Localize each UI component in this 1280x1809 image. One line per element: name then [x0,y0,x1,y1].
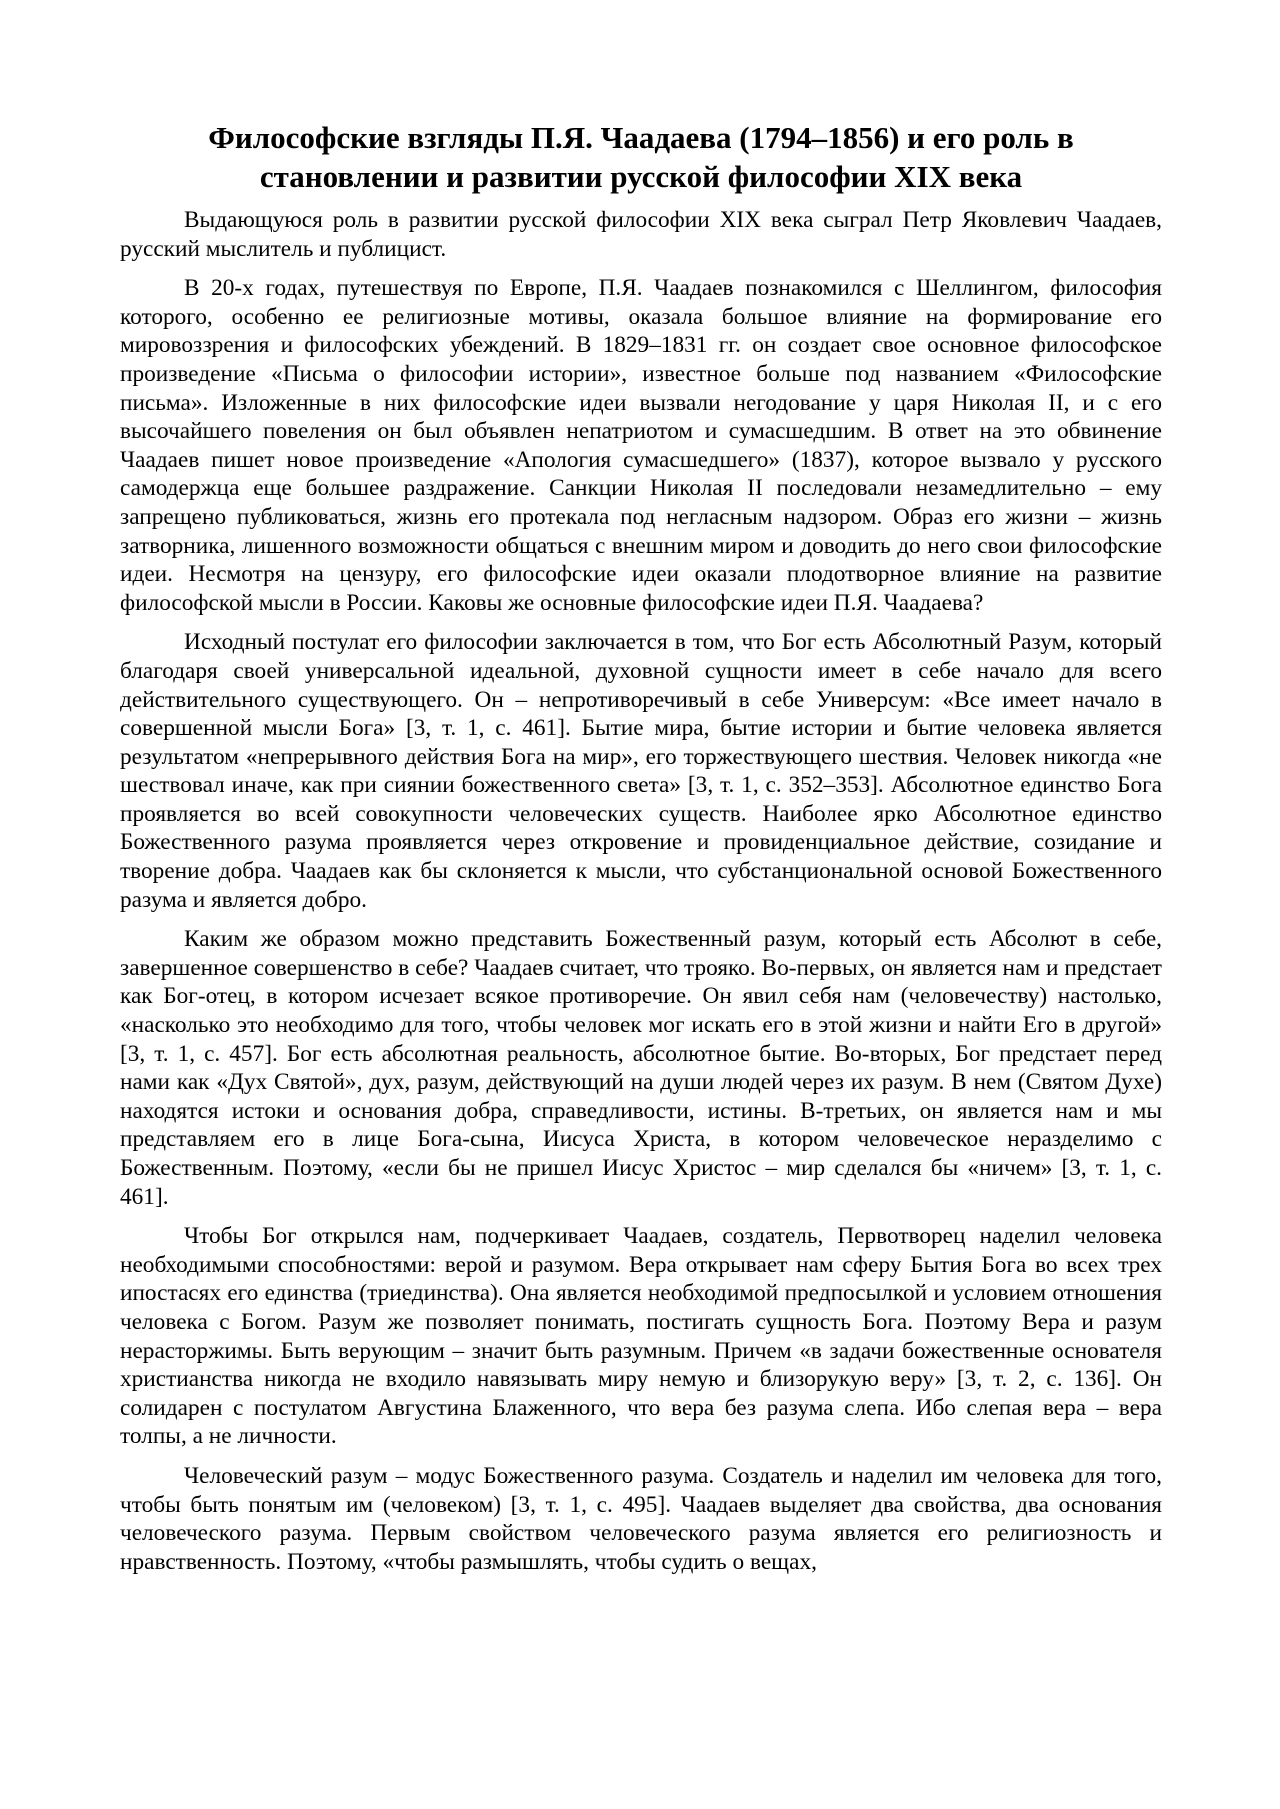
paragraph-1: Выдающуюся роль в развитии русской философии XIX века сыграл Петр Яковлевич Чаадаев, русский мыслитель и публицист. [120,207,1162,262]
paragraph-6: Человеческий разум – модус Божественного разума. Создатель и наделил им человека для того, чтобы быть понятым им (человеком) [3, т. 1, с. 495]. Чаадаев выделяет два свойства, два основания человеческого разума. Первым свойством человеческого разума является его религиозность и нравственность. Поэтому, «чтобы размышлять, чтобы судить о вещах, [120,1462,1162,1575]
document-title: Философские взгляды П.Я. Чаадаева (1794–1856) и его роль в становлении и развитии русской философии XIX века [208,120,1074,194]
paragraph-3: Исходный постулат его философии заключается в том, что Бог есть Абсолютный Разум, который благодаря своей универсальной идеальной, духовной сущности имеет в себе начало для всего действительного существующего. Он – непротиворечивый в себе Универсум: «Все имеет начало в совершенной мысли Бога» [3, т. 1, с. 461]. Бытие мира, бытие истории и бытие человека является результатом «непрерывного действия Бога на мир», его торжествующего шествия. Человек никогда «не шествовал иначе, как при сиянии божественного света» [3, т. 1, с. 352–353]. Абсолютное единство Бога проявляется во всей совокупности человеческих существ. Наиболее ярко Абсолютное единство Божественного разума проявляется через откровение и провиденциальное действие, созидание и творение добра. Чаадаев как бы склоняется к мысли, что субстанциональной основой Божественного разума и является добро. [120,629,1162,913]
paragraph-2: В 20-х годах, путешествуя по Европе, П.Я. Чаадаев познакомился с Шеллингом, философия которого, особенно ее религиозные мотивы, оказала большое влияние на формирование его мировоззрения и философских убеждений. В 1829–1831 гг. он создает свое основное философское произведение «Письма о философии истории», известное больше под названием «Философские письма». Изложенные в них философские идеи вызвали негодование у царя Николая II, и с его высочайшего повеления он был объявлен непатриотом и сумасшедшим. В ответ на это обвинение Чаадаев пишет новое произведение «Апология сумасшедшего» (1837), которое вызвало у русского самодержца еще большее раздражение. Санкции Николая II последовали незамедлительно – ему запрещено публиковаться, жизнь его протекала под негласным надзором. Образ его жизни – жизнь затворника, лишенного возможности общаться с внешним миром и доводить до него свои философские идеи. Несмотря на цензуру, его философские идеи оказали плодотворное влияние на развитие философской мысли в России. Каковы же основные философские идеи П.Я. Чаадаева? [120,275,1162,616]
paragraph-4: Каким же образом можно представить Божественный разум, который есть Абсолют в себе, завершенное совершенство в себе? Чаадаев считает, что трояко. Во-первых, он является нам и предстает как Бог-отец, в котором исчезает всякое противоречие. Он явил себя нам (человечеству) настолько, «насколько это необходимо для того, чтобы человек мог искать его в этой жизни и найти Его в другой» [3, т. 1, с. 457]. Бог есть абсолютная реальность, абсолютное бытие. Во-вторых, Бог предстает перед нами как «Дух Святой», дух, разум, действующий на души людей через их разум. В нем (Святом Духе) находятся истоки и основания добра, справедливости, истины. В-третьих, он является нам и мы представляем его в лице Бога-сына, Иисуса Христа, в котором человеческое неразделимо с Божественным. Поэтому, «если бы не пришел Иисус Христос – мир сделался бы «ничем» [3, т. 1, с. 461]. [120,926,1162,1210]
paragraph-5: Чтобы Бог открылся нам, подчеркивает Чаадаев, создатель, Первотворец наделил человека необходимыми способностями: верой и разумом. Вера открывает нам сферу Бытия Бога во всех трех ипостасях его единства (триединства). Она является необходимой предпосылкой и условием отношения человека с Богом. Разум же позволяет понимать, постигать сущность Бога. Поэтому Вера и разум нерасторжимы. Быть верующим – значит быть разумным. Причем «в задачи божественные основателя христианства никогда не входило навязывать миру немую и близорукую веру» [3, т. 2, с. 136]. Он солидарен с постулатом Августина Блаженного, что вера без разума слепа. Ибо слепая вера – вера толпы, а не личности. [120,1223,1162,1450]
document-page [120,118,1162,1587]
